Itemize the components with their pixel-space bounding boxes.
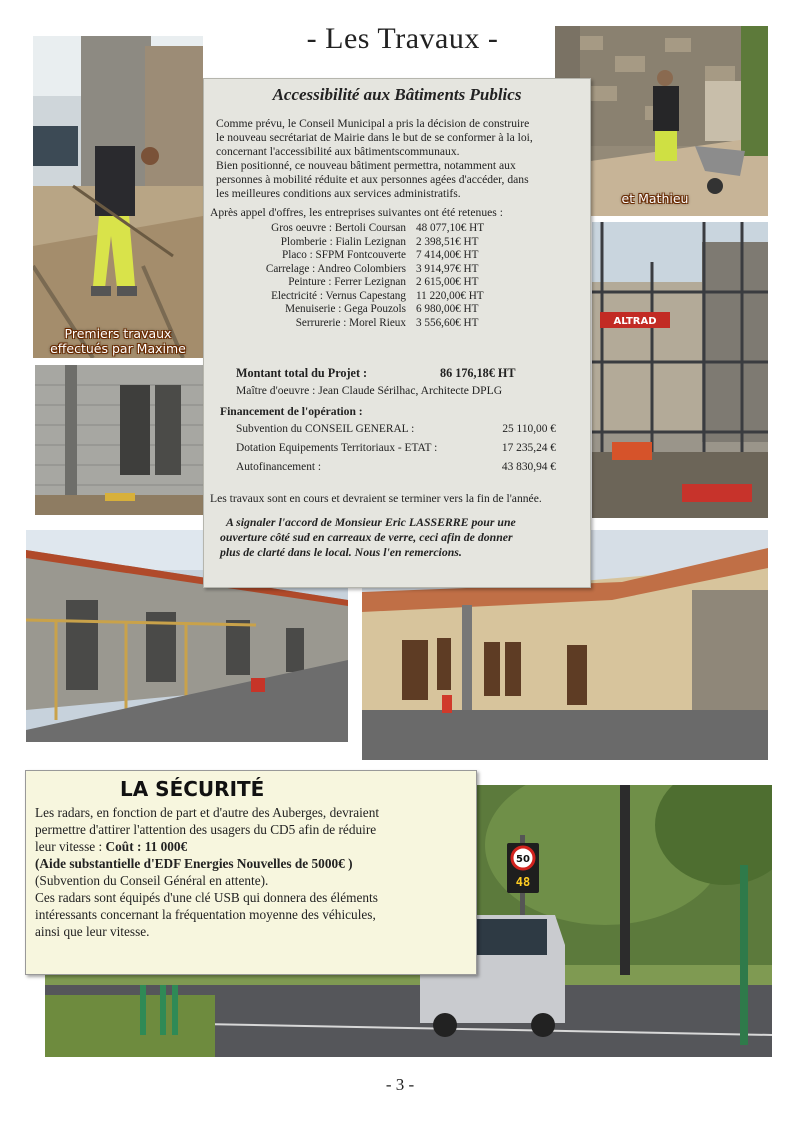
offers-intro: Après appel d'offres, les entreprises suivantes ont été retenues : (210, 206, 503, 219)
progress-note: Les travaux sont en cours et devraient se terminer vers la fin de l'année. (210, 492, 542, 505)
accessibility-panel (203, 78, 591, 588)
page-number: - 3 - (385, 1075, 415, 1094)
intro-line: Bien positionné, ce nouveau bâtiment permettra, notamment aux (216, 159, 516, 172)
intro-line: le nouveau secrétariat de Mairie dans le but de se conformer à la loi, (216, 131, 533, 144)
photo-block-walls (35, 365, 203, 515)
total-label: Montant total du Projet : (236, 366, 368, 380)
panel-heading: Accessibilité aux Bâtiments Publics (272, 85, 522, 104)
intro-line: concernant l'accessibilité aux bâtimentscommunaux. (216, 145, 460, 158)
security-line: permettre d'attirer l'attention des usagers du CD5 afin de réduire (35, 822, 377, 837)
thanks-line: plus de clarté dans le local. Nous l'en remercions. (220, 545, 462, 559)
security-line-speed: leur vitesse : (35, 839, 103, 854)
intro-line: les meilleures conditions aux services administratifs. (216, 187, 461, 200)
security-line: Les radars, en fonction de part et d'autre des Auberges, devraient (35, 805, 380, 820)
total-value: 86 176,18€ HT (440, 366, 516, 380)
security-title: LA SÉCURITÉ (120, 777, 265, 801)
photo-maxime-working (33, 36, 203, 358)
thanks-line: ouverture côté sud en carreaux de verre, ceci afin de donner (220, 530, 513, 544)
security-usb-line: Ces radars sont équipés d'une clé USB qui donnera des éléments (35, 890, 378, 905)
security-box (25, 770, 477, 975)
photo-caption-mathieu: et Mathieu (621, 191, 689, 206)
altrad-sign: ALTRAD (613, 316, 657, 327)
security-usb-line: ainsi que leur vitesse. (35, 924, 150, 939)
architect: Maître d'oeuvre : Jean Claude Sérilhac, Architecte DPLG (236, 384, 503, 397)
page-title: - Les Travaux - (306, 22, 499, 55)
financing-table: Subvention du CONSEIL GENERAL : 25 110,00 € Dotation Equipements Territoriaux - ETAT : 17 235,24 € Autofinancement : 43 830,94 € (236, 423, 556, 473)
security-line (35, 838, 471, 855)
security-cost: Coût : 11 000€ (105, 839, 188, 854)
photo-caption-maxime: Premiers travaux effectués par Maxime (50, 326, 186, 356)
security-body (35, 804, 471, 940)
intro-line: personnes à mobilité réduite et aux personnes agées d'accéder, dans (216, 173, 529, 186)
intro-line: Comme prévu, le Conseil Municipal a pris la décision de construire (216, 117, 530, 130)
offers-table: Gros oeuvre : Bertoli Coursan 48 077,10€ HT Plomberie : Fialin Lezignan 2 398,51€ HT Placo : SFPM Fontcouverte 7 414,00€ HT Carrelage : Andreo Colombiers 3 914,97€ HT Peinture : Ferrer Lezignan 2 615,00€ HT Electricité : Vernus Capestang 11 220,00€ HT Menuiserie : Gega Pouzols 6 980,00€ HT Serrurerie : Morel Rieux 3 556,60€ HT (265, 222, 485, 329)
photo-scaffolding (592, 222, 768, 518)
radar-limit-sign: 50 (516, 854, 530, 865)
radar-speed-display: 48 (515, 875, 531, 889)
financing-title: Financement de l'opération : (220, 405, 363, 418)
security-aid: (Aide substantielle d'EDF Energies Nouvelles de 5000€ ) (35, 856, 353, 871)
security-subsidy: (Subvention du Conseil Général en attente). (35, 873, 269, 888)
thanks-line: A signaler l'accord de Monsieur Eric LASSERRE pour une (226, 515, 516, 529)
security-usb-line: intéressants concernant la fréquentation moyenne des véhicules, (35, 907, 376, 922)
